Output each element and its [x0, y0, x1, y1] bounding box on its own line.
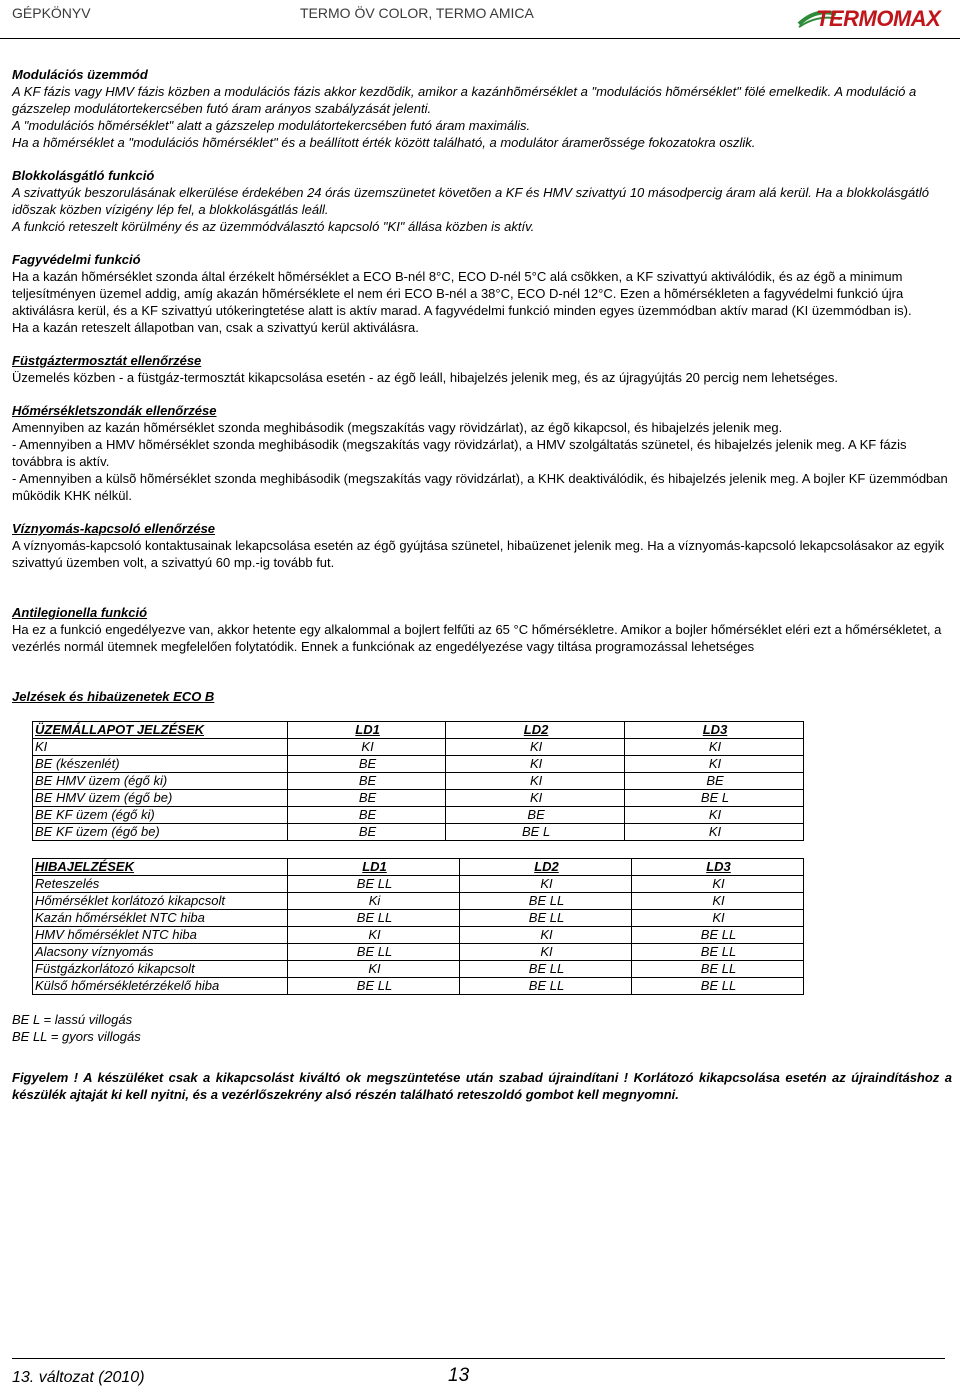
table-cell: Ki — [288, 893, 460, 910]
table-cell: KI — [288, 927, 460, 944]
column-header: LD2 — [460, 859, 632, 876]
page-number: 13 — [448, 1365, 470, 1386]
termomax-logo — [796, 0, 954, 32]
column-header: HIBAJELZÉSEK — [33, 859, 288, 876]
manual-label: GÉPKÖNYV — [12, 5, 91, 21]
table-cell: Reteszelés — [33, 876, 288, 893]
table-cell: BE LL — [632, 927, 804, 944]
signals-title: Jelzések és hibaüzenetek ECO B — [12, 689, 215, 704]
section-title: Fagyvédelmi funkció — [12, 252, 141, 267]
page-footer — [0, 1358, 960, 1389]
section-viznyomas — [12, 520, 952, 571]
column-header: LD2 — [446, 722, 625, 739]
table-cell: KI — [288, 961, 460, 978]
svg-text:TERMOMAX: TERMOMAX — [816, 6, 941, 31]
table-row — [33, 790, 804, 807]
table-row — [33, 961, 804, 978]
paragraph: Ha a hõmérséklet a "modulációs hõmérséklet" és a beállított érték között található, a modulátor áramerõssége fokozatokra oszlik. — [12, 135, 756, 150]
legend-item: BE LL = gyors villogás — [12, 1029, 141, 1044]
paragraph: - Amennyiben a HMV hõmérséklet szonda meghibásodik (megszakítás vagy rövidzárlat), a HMV szolgáltatás szünetel, és hibajelzés jelenik meg. A KF fázis továbbra is aktív. — [12, 437, 907, 469]
paragraph: Üzemelés közben - a füstgáz-termosztát kikapcsolása esetén - az égõ leáll, hibajelzés jelenik meg, és az újragyújtás 20 percig nem lehetséges. — [12, 370, 838, 385]
table-cell: BE (készenlét) — [33, 756, 288, 773]
table-cell: HMV hőmérséklet NTC hiba — [33, 927, 288, 944]
paragraph: A KF fázis vagy HMV fázis közben a modulációs fázis akkor kezdõdik, amikor a kazánhõmérséklet a "modulációs hõmérséklet" fölé emelkedik. A moduláció a gázszelep modulátortekercsében futó áram arányos szabályzását jelenti. — [12, 84, 917, 116]
paragraph: A "modulációs hõmérséklet" alatt a gázszelep modulátortekercsében futó áram maximális. — [12, 118, 531, 133]
table-cell: Kazán hőmérséklet NTC hiba — [33, 910, 288, 927]
table-cell: BE LL — [460, 893, 632, 910]
table-row — [33, 893, 804, 910]
table-cell: KI — [446, 773, 625, 790]
paragraph: A szivattyúk beszorulásának elkerülése érdekében 24 órás üzemszünetet követõen a KF és HMV szivattyú 10 másodpercig áram alá kerül. Ha a blokkolásgátló idõszak közben vízigény lép fel, a blokkolásgátlás leáll. — [12, 185, 929, 217]
section-title: Füstgáztermosztát ellenőrzése — [12, 353, 202, 368]
section-title: Modulációs üzemmód — [12, 67, 148, 82]
section-fagyvedelmi — [12, 251, 952, 336]
table-cell: KI — [632, 876, 804, 893]
table-cell: KI — [446, 756, 625, 773]
column-header: ÜZEMÁLLAPOT JELZÉSEK — [33, 722, 288, 739]
table-cell: BE — [288, 824, 446, 841]
table-cell: KI — [625, 807, 804, 824]
column-header: LD1 — [288, 722, 446, 739]
table-cell: KI — [625, 824, 804, 841]
paragraph: A funkció reteszelt körülmény és az üzemmódválasztó kapcsoló "KI" állása közben is aktív. — [12, 219, 535, 234]
section-title: Víznyomás-kapcsoló ellenőrzése — [12, 521, 216, 536]
table-cell: KI — [460, 944, 632, 961]
version-label: 13. változat (2010) — [12, 1369, 145, 1386]
table-cell: BE LL — [288, 944, 460, 961]
section-fustgaz — [12, 352, 952, 386]
table-cell: BE — [625, 773, 804, 790]
table-cell: BE LL — [632, 944, 804, 961]
table-cell: Füstgázkorlátozó kikapcsolt — [33, 961, 288, 978]
table-cell: Alacsony víznyomás — [33, 944, 288, 961]
table-cell: BE — [288, 807, 446, 824]
error-table — [32, 858, 804, 995]
table-row — [33, 773, 804, 790]
section-antilegionella — [12, 604, 952, 655]
table-cell: BE L — [625, 790, 804, 807]
table-cell: BE KF üzem (égő ki) — [33, 807, 288, 824]
footer-rule — [12, 1358, 945, 1359]
paragraph: - Amennyiben a külsõ hõmérséklet szonda meghibásodik (megszakítás vagy rövidzárlat), a KHK deaktiválódik, és hibajelzés jelenik meg. A bojler KF üzemmódban mûködik KHK nélkül. — [12, 471, 948, 503]
table-row — [33, 978, 804, 995]
table-cell: KI — [625, 739, 804, 756]
legend-item: BE L = lassú villogás — [12, 1012, 133, 1027]
section-blokkolas — [12, 167, 952, 235]
table-cell: BE LL — [460, 978, 632, 995]
status-table — [32, 721, 804, 841]
header-rule — [0, 38, 960, 39]
table-cell: KI — [632, 893, 804, 910]
table-cell: BE LL — [632, 961, 804, 978]
section-homerseklet — [12, 402, 952, 504]
table-cell: BE LL — [460, 910, 632, 927]
column-header: LD1 — [288, 859, 460, 876]
table-cell: KI — [33, 739, 288, 756]
table-row — [33, 756, 804, 773]
table-cell: BE — [446, 807, 625, 824]
section-modulacios — [12, 66, 952, 151]
legend — [12, 1011, 952, 1045]
section-title: Blokkolásgátló funkció — [12, 168, 155, 183]
table-row — [33, 876, 804, 893]
table-cell: BE — [288, 790, 446, 807]
table-cell: KI — [625, 756, 804, 773]
page-header — [0, 0, 960, 38]
table-row — [33, 910, 804, 927]
table-cell: KI — [446, 739, 625, 756]
column-header: LD3 — [625, 722, 804, 739]
table-cell: KI — [632, 910, 804, 927]
table-header-row — [33, 859, 804, 876]
section-title: Antilegionella funkció — [12, 605, 148, 620]
table-cell: BE KF üzem (égő be) — [33, 824, 288, 841]
page-content — [12, 66, 952, 1103]
table-cell: KI — [288, 739, 446, 756]
section-title: Hőmérsékletszondák ellenőrzése — [12, 403, 217, 418]
table-cell: BE LL — [632, 978, 804, 995]
table-cell: KI — [460, 876, 632, 893]
table-cell: KI — [460, 927, 632, 944]
paragraph: Amennyiben az kazán hõmérséklet szonda meghibásodik (megszakítás vagy rövidzárlat), az égõ kikapcsol, és hibajelzés jelenik meg. — [12, 420, 783, 435]
table-row — [33, 927, 804, 944]
table-row — [33, 824, 804, 841]
table-cell: BE LL — [288, 876, 460, 893]
table-header-row — [33, 722, 804, 739]
table-cell: Külső hőmérsékletérzékelő hiba — [33, 978, 288, 995]
table-row — [33, 944, 804, 961]
table-row — [33, 739, 804, 756]
table-cell: BE HMV üzem (égő be) — [33, 790, 288, 807]
table-cell: BE LL — [288, 910, 460, 927]
table-cell: BE — [288, 756, 446, 773]
table-row — [33, 807, 804, 824]
table-cell: BE LL — [460, 961, 632, 978]
table-cell: BE — [288, 773, 446, 790]
paragraph: A víznyomás-kapcsoló kontaktusainak lekapcsolása esetén az égõ gyújtása szünetel, hibaüzenet jelenik meg. Ha a víznyomás-kapcsoló lekapcsolásakor az egyik szivattyú üzemben volt, a szivattyú 60 mp.-ig tovább fut. — [12, 538, 945, 570]
paragraph: Ha a kazán reteszelt állapotban van, csak a szivattyú kerül aktiválásra. — [12, 320, 419, 335]
table-cell: BE L — [446, 824, 625, 841]
paragraph: Ha a kazán hõmérséklet szonda által érzékelt hõmérséklet a ECO B-nél 8°C, ECO D-nél 5°C alá csõkken, a KF szivattyú aktiválódik, és az égõ a minimum teljesítményen üzemel addig, amíg akazán hõmérséklete el nem éri ECO B-nél a 38°C, ECO D-nél 12°C. Ezen a hõmérsékleten a fagyvédelmi funkció újra aktiválásra kerül, és a KF szivattyú utókeringtetése alatt is aktív marad. A fagyvédelmi funkció minden egyes üzemmódban aktív marad (KI üzemmódban is). — [12, 269, 912, 318]
table-cell: Hőmérséklet korlátozó kikapcsolt — [33, 893, 288, 910]
paragraph: Ha ez a funkció engedélyezve van, akkor hetente egy alkalommal a bojlert felfűti az 65 °C hőmérsékletre. Amikor a bojler hőmérséklet eléri ezt a hőmérsékletet, a vezérlés normál ütemnek megfelelően folytatódik. Ennek a funkciónak az engedélyezése vagy tiltása programozással lehetséges — [12, 622, 942, 654]
warning-text: Figyelem ! A készüléket csak a kikapcsolást kiváltó ok megszüntetése után szabad újraindítani ! Korlátozó kikapcsolása esetén az újraindításhoz a készülék ajtaját ki kell nyitni, és a vezérlőszekrény alsó részén található reteszoldó gombot kell megnyomni. — [12, 1070, 952, 1102]
table-cell: KI — [446, 790, 625, 807]
product-title: TERMO ÖV COLOR, TERMO AMICA — [300, 5, 534, 21]
table-cell: BE LL — [288, 978, 460, 995]
table-cell: BE HMV üzem (égő ki) — [33, 773, 288, 790]
column-header: LD3 — [632, 859, 804, 876]
